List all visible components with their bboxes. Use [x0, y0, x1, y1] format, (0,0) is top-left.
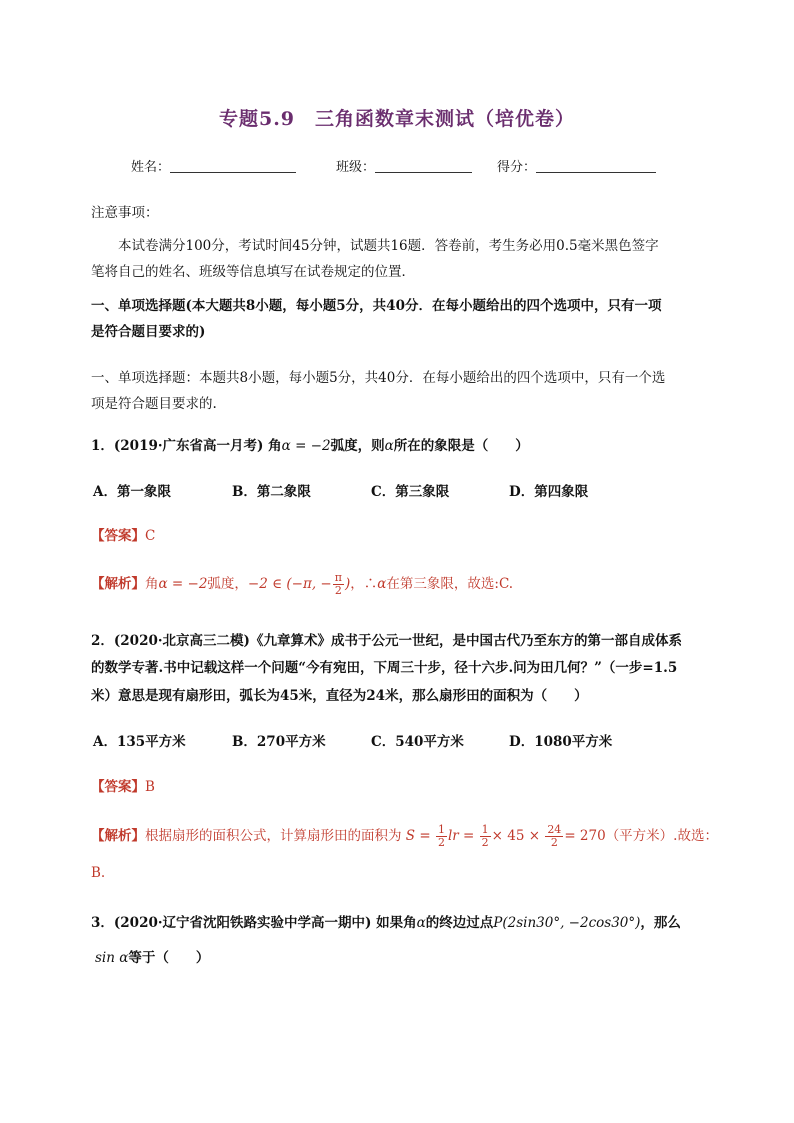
- notice-heading: 注意事项：: [91, 205, 159, 221]
- q2-line-3: 米）意思是现有扇形田，弧长为45米，直径为24米，那么扇形田的面积为（ ）: [91, 688, 588, 704]
- q2-option-c[interactable]: C．540平方米: [371, 734, 464, 750]
- score-blank[interactable]: [536, 159, 656, 173]
- fraction: $\frac{\pi}{2}$: [334, 571, 342, 597]
- analysis-tag: 【解析】: [91, 828, 145, 844]
- fraction: $\frac{1}{2}$: [437, 823, 445, 849]
- q2-option-b[interactable]: B．270平方米: [232, 734, 326, 750]
- notice-line-1: 本试卷满分100分，考试时间45分钟，试题共16题．答卷前，考生务必用0.5毫米黑色签字: [118, 238, 659, 254]
- page-title: 专题5.9 三角函数章末测试（培优卷）: [218, 108, 576, 130]
- q2-analysis: 【解析】根据扇形的面积公式，计算扇形田的面积为 S = $\frac{1}{2}$ lr = $\frac{1}{2}$ × 45 × $\frac{24}{2}$ = 270（平方米）.故选：: [91, 823, 718, 849]
- fraction: $\frac{24}{2}$: [547, 823, 562, 849]
- class-label: 班级：: [336, 160, 376, 175]
- answer-tag: 【答案】: [91, 528, 145, 544]
- q2-options: [93, 730, 693, 754]
- answer-tag: 【答案】: [91, 779, 145, 795]
- section1-heading-line-1: 一、单项选择题(本大题共8小题，每小题5分，共40分．在每小题给出的四个选项中，只有一项: [91, 298, 662, 314]
- q2-option-a[interactable]: A．135平方米: [93, 734, 186, 750]
- class-field[interactable]: [336, 156, 472, 175]
- section1-heading-line-2: 是符合题目要求的): [91, 324, 206, 340]
- q1-analysis: 【解析】角α = −2弧度，−2 ∈ (−π, − $\frac{\pi}{2}$ )，∴α在第三象限，故选:C.: [91, 571, 514, 597]
- notice-line-2: 笔将自己的姓名、班级等信息填写在试卷规定的位置．: [91, 264, 415, 280]
- q2-line-2: 的数学专著.书中记载这样一个问题“今有宛田，下周三十步，径十六步.问为田几何？”（一步=1.5: [91, 660, 678, 676]
- name-label: 姓名：: [131, 160, 171, 175]
- q1-option-a[interactable]: A．第一象限: [93, 484, 171, 500]
- q1-option-d[interactable]: D．第四象限: [509, 484, 589, 500]
- q2-line-1: 2．(2020·北京高三二模)《九章算术》成书于公元一世纪，是中国古代乃至东方的第一部自成体系: [91, 633, 682, 649]
- q2-analysis-cont: B.: [91, 865, 106, 881]
- fraction: $\frac{1}{2}$: [481, 823, 489, 849]
- score-label: 得分：: [497, 160, 537, 175]
- section1-line-2: 项是符合题目要求的.: [91, 396, 217, 412]
- q3-line-2: sin α等于（ ）: [95, 950, 210, 966]
- q1-options: [93, 480, 693, 504]
- q2-answer: 【答案】B: [91, 779, 155, 795]
- q1-option-b[interactable]: B．第二象限: [232, 484, 311, 500]
- q1-option-c[interactable]: C．第三象限: [371, 484, 450, 500]
- q1-stem: 1．(2019·广东省高一月考) 角α = −2弧度，则α所在的象限是（ ）: [91, 438, 529, 454]
- score-field[interactable]: [497, 156, 656, 175]
- analysis-tag: 【解析】: [91, 576, 145, 592]
- q1-answer: 【答案】C: [91, 528, 156, 544]
- section1-line-1: 一、单项选择题：本题共8小题，每小题5分，共40分．在每小题给出的四个选项中，只有一个选: [91, 370, 666, 386]
- name-field[interactable]: [131, 156, 296, 175]
- name-blank[interactable]: [170, 159, 296, 173]
- class-blank[interactable]: [375, 159, 472, 173]
- q3-line-1: 3．(2020·辽宁省沈阳铁路实验中学高一期中) 如果角α的终边过点P(2sin30°, −2cos30°)，那么: [91, 915, 681, 931]
- q2-option-d[interactable]: D．1080平方米: [509, 734, 613, 750]
